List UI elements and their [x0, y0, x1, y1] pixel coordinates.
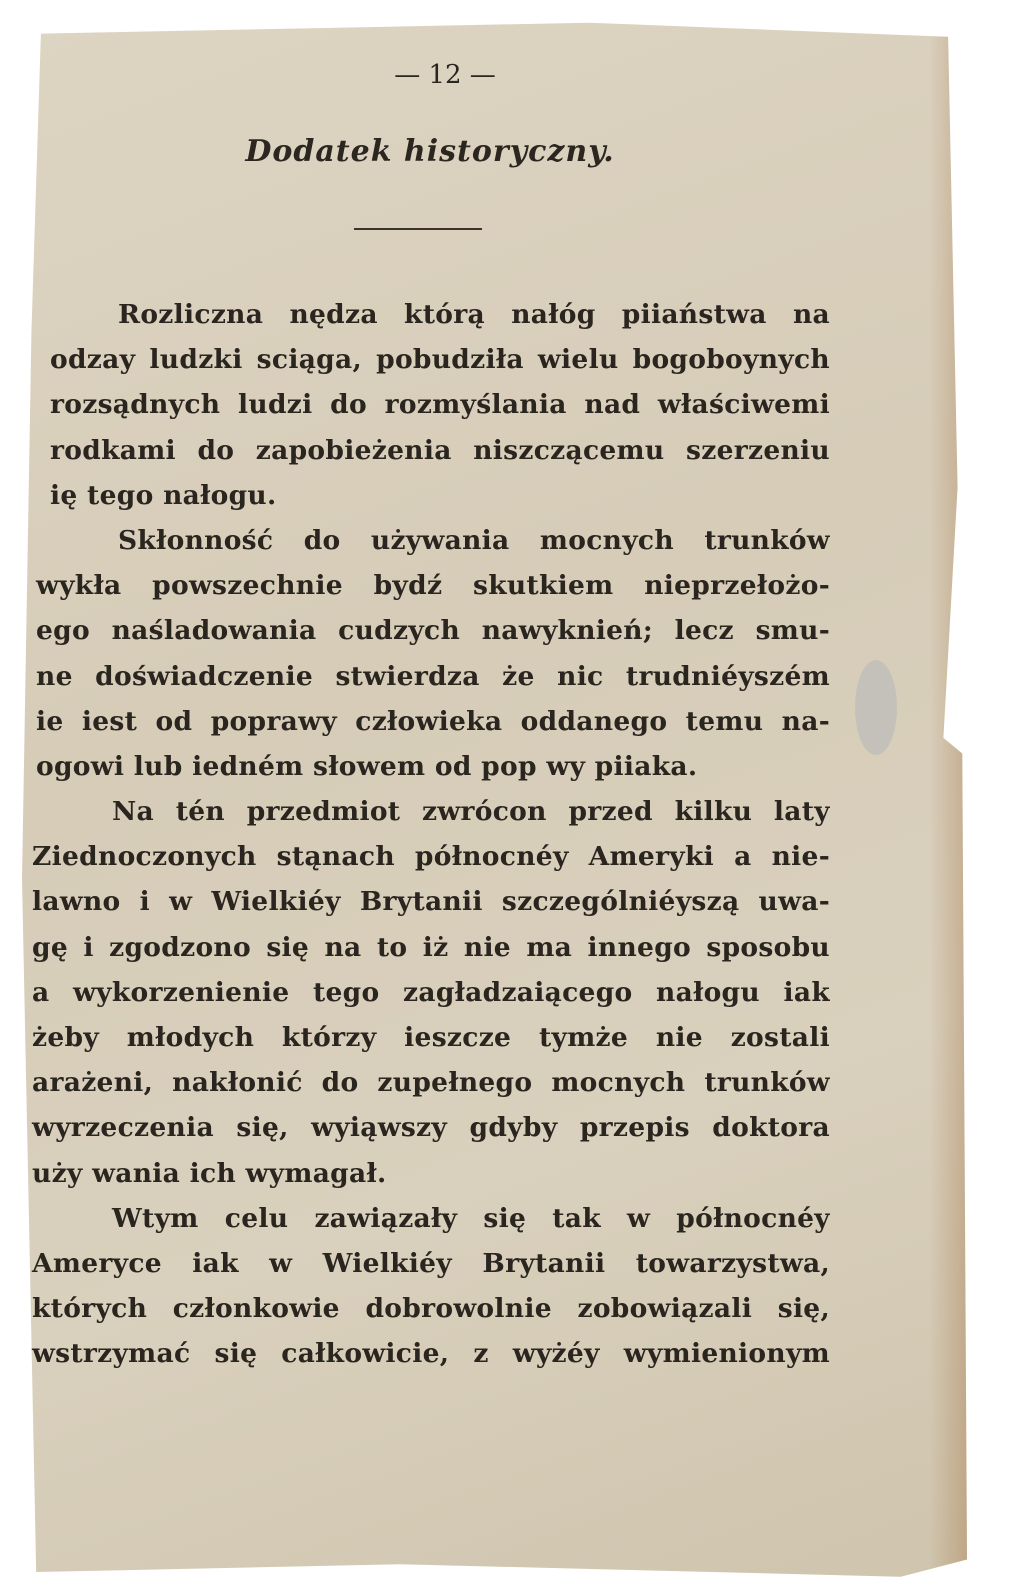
text-line: ego naśladowania cudzych nawyknień; lecz smu- [36, 615, 830, 647]
text-line: odzay ludzki sciąga, pobudziła wielu bogoboynych [50, 344, 830, 376]
page-number: — 12 — [394, 60, 496, 90]
text-line: rozsądnych ludzi do rozmyślania nad właściwemi [50, 389, 830, 421]
text-line: lawno i w Wielkiéy Brytanii szczególniéyszą uwa- [32, 886, 830, 918]
body-text [0, 292, 830, 1377]
heading-rule [354, 228, 482, 230]
text-line: Ameryce iak w Wielkiéy Brytanii towarzystwa, [32, 1247, 830, 1279]
paper-stain [855, 660, 897, 755]
text-line: ię tego nałogu. [50, 479, 277, 511]
text-line: ie iest od poprawy człowieka oddanego temu na- [36, 705, 830, 737]
text-line: Skłonność do używania mocnych trunków [118, 524, 830, 556]
text-line: ogowi lub iedném słowem od pop wy piiaka. [36, 750, 698, 782]
text-line: Rozliczna nędza którą nałóg piiaństwa na [118, 299, 830, 330]
text-line: ne doświadczenie stwierdza że nic trudniéyszém [36, 660, 830, 692]
text-line: Wtym celu zawiązały się tak w północnéy [112, 1202, 830, 1234]
text-line: a wykorzenienie tego zagładzaiącego nałogu iak [32, 976, 830, 1008]
text-line: rodkami do zapobieżenia niszczącemu szerzeniu [50, 434, 830, 466]
text-line: arażeni, nakłonić do zupełnego mocnych trunków [32, 1067, 830, 1099]
text-line: których członkowie dobrowolnie zobowiązali się, [32, 1293, 830, 1325]
text-line: Ziednoczonych stąnach północnéy Ameryki a nie- [32, 841, 830, 873]
text-line: uży wania ich wymagał. [32, 1157, 387, 1189]
text-line: gę i zgodzono się na to iż nie ma innego sposobu [32, 931, 830, 963]
section-heading: Dodatek historyczny. [245, 134, 615, 169]
text-line: wstrzymać się całkowicie, z wyżéy wymienionym [32, 1338, 830, 1370]
text-line: Na tén przedmiot zwrócon przed kilku laty [112, 796, 830, 828]
text-line: wyrzeczenia się, wyiąwszy gdyby przepis doktora [32, 1112, 830, 1144]
text-line: żeby młodych którzy ieszcze tymże nie zostali [32, 1022, 830, 1053]
text-line: wykła powszechnie bydź skutkiem nieprzełożo- [36, 570, 830, 602]
